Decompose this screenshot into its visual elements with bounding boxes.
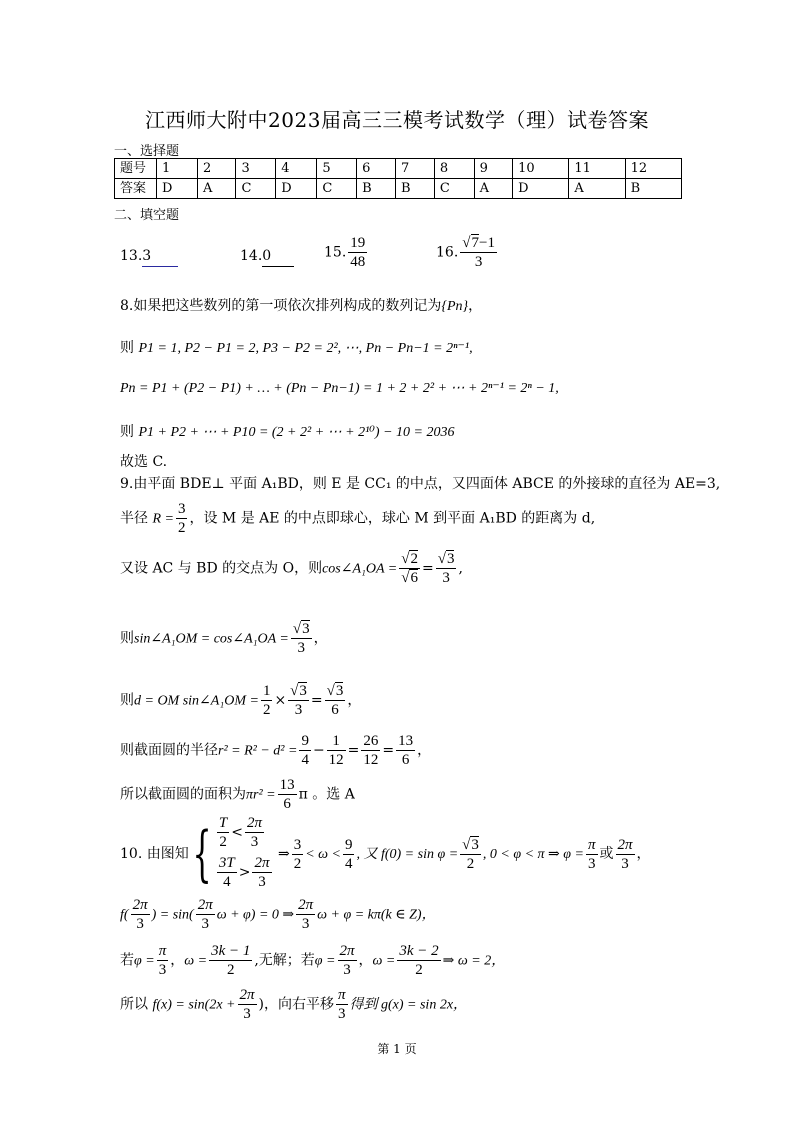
page-number: 第 1 页 bbox=[377, 1042, 417, 1056]
s8-line2 bbox=[120, 378, 559, 399]
fraction-den: 4 bbox=[344, 855, 353, 872]
table-cell: 5 bbox=[317, 159, 357, 179]
table-cell: B bbox=[357, 179, 396, 199]
fraction-num: 26 bbox=[363, 733, 379, 749]
table-cell: C bbox=[434, 179, 474, 199]
fraction-den: 3 bbox=[258, 874, 266, 890]
expr: 得到 g(x) = sin 2x， bbox=[349, 997, 468, 1013]
fraction-den: 12 bbox=[363, 752, 379, 768]
fraction-num: 2π bbox=[298, 897, 314, 913]
q14-value: 0 bbox=[262, 246, 294, 267]
fraction-den: √6 bbox=[401, 570, 418, 586]
table-cell: A bbox=[198, 179, 236, 199]
fraction-num: 1 bbox=[262, 683, 271, 699]
table-cell: 8 bbox=[434, 159, 474, 179]
s8-seq: {Pn} bbox=[441, 299, 469, 314]
table-cell: C bbox=[236, 179, 276, 199]
answer-14 bbox=[240, 246, 294, 267]
row-label: 题号 bbox=[115, 159, 157, 179]
s9-line2 bbox=[120, 500, 595, 537]
fraction-num: 3T bbox=[218, 855, 235, 871]
table-cell: D bbox=[276, 179, 317, 199]
text: 则截面圆的半径 bbox=[120, 742, 218, 759]
q16-label: 16. bbox=[436, 244, 459, 261]
table-row-answers bbox=[115, 179, 682, 199]
fraction-den: 6 bbox=[283, 796, 291, 812]
table-cell: B bbox=[625, 179, 681, 199]
fraction-num: 2π bbox=[132, 897, 148, 913]
left-brace-icon: { bbox=[192, 819, 212, 889]
s9-line3: 又设 AC 与 BD 的交点为 O，则cos∠A₁OA = $\frac{√2}{√6}$ = $\frac{√3}{3}$ , bbox=[120, 551, 463, 586]
s9-line4: 则sin∠A₁OM = cos∠A₁OA = $\frac{√3}{3}$ ， bbox=[120, 621, 328, 656]
answer-table bbox=[114, 158, 682, 199]
text: ，设 M 是 AE 的中点即球心，球心 M 到平面 A₁BD 的距离为 d, bbox=[189, 510, 596, 527]
text: 若 bbox=[120, 952, 134, 969]
section-choice-heading: 一、选择题 bbox=[114, 144, 180, 159]
table-cell: B bbox=[395, 179, 434, 199]
fraction-num: 3 bbox=[293, 836, 302, 853]
text: 所以 bbox=[120, 996, 148, 1013]
table-cell: 3 bbox=[236, 159, 276, 179]
text: 所以截面圆的面积为 bbox=[120, 786, 246, 803]
table-cell: 10 bbox=[513, 159, 569, 179]
fraction-num: 2π bbox=[246, 815, 262, 831]
s10-line3: 若φ = $\frac{\pi}{3}$ ，ω = $\frac{3k - 1}{2}$ ,无解；若φ = $\frac{2\pi}{3}$ ，ω = $\frac{3k - 2}{2}$ ⇒ ω = 2， bbox=[120, 943, 506, 978]
s8-intro: 8.如果把这些数列的第一项依次排列构成的数列记为{Pn}， bbox=[120, 298, 483, 314]
fraction-den: 3 bbox=[250, 834, 259, 850]
expr: πr² = bbox=[246, 787, 276, 803]
fraction-den: 3 bbox=[337, 1006, 346, 1022]
fraction-den: 2 bbox=[219, 834, 227, 850]
s8-l3-expr: P1 + P2 + ⋯ + P10 = (2 + 2² + ⋯ + 2¹⁰) − 10 = 2036 bbox=[138, 425, 455, 440]
fraction-num: π bbox=[158, 943, 167, 959]
table-cell: A bbox=[569, 179, 625, 199]
expr: ω + φ) = 0 ⇒ bbox=[216, 907, 295, 923]
s8-line3 bbox=[120, 422, 454, 443]
table-cell: 2 bbox=[198, 159, 236, 179]
fraction-den: 2 bbox=[415, 962, 423, 978]
text: π 。选 A bbox=[298, 786, 355, 803]
fraction-den: 2 bbox=[466, 855, 475, 872]
expr: d = OM sin∠A₁OM = bbox=[134, 693, 259, 709]
s10-line2: f( $\frac{2\pi}{3}$ ) = sin( $\frac{2\pi}{3}$ ω + φ) = 0 ⇒ $\frac{2\pi}{3}$ ω + φ = kπ(k ∈ Z)， bbox=[120, 897, 436, 932]
s8-l3-prefix: 则 bbox=[120, 424, 134, 440]
fraction-num: 2π bbox=[339, 943, 355, 959]
table-cell: 4 bbox=[276, 159, 317, 179]
fraction-num: T bbox=[218, 815, 228, 831]
fraction-num: 2π bbox=[254, 855, 270, 871]
page-title: 江西师大附中2023届高三三模考试数学（理）试卷答案 bbox=[145, 108, 649, 132]
text: 半径 bbox=[120, 510, 148, 527]
fraction-den: 2 bbox=[293, 855, 302, 872]
expr: ⇒ ω = 2， bbox=[442, 953, 506, 969]
table-cell: 11 bbox=[569, 159, 625, 179]
s9-line1: 9.由平面 BDE⊥ 平面 A₁BD，则 E 是 CC₁ 的中点，又四面体 ABCE 的外接球的直径为 AE=3, bbox=[120, 476, 721, 492]
fraction-den: 48 bbox=[350, 254, 366, 270]
table-row-numbers bbox=[115, 159, 682, 179]
s8-l2-expr: Pn = P1 + (P2 − P1) + … + (Pn − Pn−1) = 1 + 2 + 2² + ⋯ + 2ⁿ⁻¹ = 2ⁿ − 1, bbox=[120, 381, 559, 396]
sqrt-radicand: 2 bbox=[410, 551, 418, 567]
expr: cos∠A₁OA = bbox=[322, 561, 398, 577]
fraction-den: 3 bbox=[474, 254, 483, 270]
fraction-num: 2π bbox=[239, 987, 255, 1003]
text: 或 bbox=[599, 846, 614, 862]
fraction-num: √3 bbox=[462, 836, 479, 853]
s9-line5: 则d = OM sin∠A₁OM = $\frac{1}{2}$ × $\frac{√3}{3}$ = $\frac{√3}{6}$ ， bbox=[120, 683, 362, 718]
fraction-num: 2π bbox=[197, 897, 213, 913]
fraction-num: 9 bbox=[344, 836, 353, 853]
table-cell: A bbox=[474, 179, 512, 199]
expr: ) = sin( bbox=[151, 907, 194, 923]
text: ,无解；若 bbox=[254, 952, 315, 969]
fraction-den: 3 bbox=[243, 1006, 251, 1022]
q15-label: 15. bbox=[324, 244, 347, 261]
fraction-num: π bbox=[587, 836, 596, 853]
fraction-num: √3 bbox=[292, 621, 310, 637]
fraction-num: 3k − 1 bbox=[211, 943, 251, 959]
expr: , 0 < φ < π ⇒ φ = bbox=[482, 847, 584, 862]
section-fill-heading: 二、填空题 bbox=[114, 208, 180, 223]
fraction-den: 2 bbox=[177, 520, 186, 536]
s8-intro-text: 8.如果把这些数列的第一项依次排列构成的数列记为 bbox=[120, 298, 442, 314]
expr: R = bbox=[152, 511, 174, 527]
expr: f(x) = sin(2x + bbox=[152, 997, 236, 1013]
inequality-system: $\frac{T}{2}$ < $\frac{2\pi}{3}$ $\frac{3T}{4}$ > $\frac{2\pi}{3}$ bbox=[218, 815, 270, 890]
expr: sin∠A₁OM = cos∠A₁OA = bbox=[134, 631, 289, 647]
fraction-den: 4 bbox=[301, 752, 309, 768]
fraction-num: 3 bbox=[177, 501, 186, 517]
fraction-den: 3 bbox=[442, 570, 450, 586]
fraction-den: 6 bbox=[401, 752, 410, 768]
fraction-num: 13 bbox=[398, 733, 414, 749]
table-cell: 12 bbox=[625, 159, 681, 179]
fraction-num: π bbox=[337, 987, 346, 1003]
fraction-num: √7−1 bbox=[462, 235, 495, 251]
fraction-num: 9 bbox=[301, 733, 309, 749]
q13-label: 13. bbox=[120, 248, 143, 264]
fraction-den: 3 bbox=[301, 916, 310, 932]
sqrt-radicand: 3 bbox=[302, 621, 310, 637]
table-cell: C bbox=[317, 179, 357, 199]
s8-l1-prefix: 则 bbox=[120, 340, 134, 356]
text: 10. 由图知 bbox=[120, 846, 189, 862]
fraction-num: √3 bbox=[290, 683, 307, 699]
expr: , 又 f(0) = sin φ = bbox=[356, 847, 459, 862]
fraction-den: 3 bbox=[201, 916, 209, 932]
s8-l1-expr: P1 = 1, P2 − P1 = 2, P3 − P2 = 2², ⋯, Pn − Pn−1 = 2ⁿ⁻¹, bbox=[138, 341, 473, 356]
answer-13 bbox=[120, 246, 178, 267]
fraction-den: 3 bbox=[158, 962, 167, 978]
text: 则 bbox=[120, 692, 134, 709]
fraction-den: 4 bbox=[223, 874, 231, 890]
fraction-num: 13 bbox=[279, 777, 295, 793]
sqrt-radicand: 3 bbox=[446, 551, 455, 567]
s10-line1: 10. 由图知{ $\frac{T}{2}$ < $\frac{2\pi}{3}$ $\frac{3T}{4}$ > $\frac{2\pi}{3}$ ⇒ $\frac{3}{2}$ < ω < $\frac{9}{4}$ , 又 f(0) = sin φ = $\frac{√3}{2}$ , 0 < φ < π ⇒ φ = $\frac{\pi}{3}$ 或 $\frac{2\pi}{3}$ ， bbox=[120, 814, 651, 894]
sqrt-radicand: 6 bbox=[410, 570, 418, 586]
table-cell: 1 bbox=[157, 159, 198, 179]
fraction-num: √3 bbox=[437, 551, 455, 567]
fraction-den: 3 bbox=[587, 855, 596, 872]
fraction-num: √3 bbox=[326, 683, 344, 699]
table-cell: 7 bbox=[395, 159, 434, 179]
sqrt-radicand: 7 bbox=[471, 235, 479, 251]
expr: ω + φ = kπ(k ∈ Z)， bbox=[317, 907, 436, 923]
table-cell: D bbox=[513, 179, 569, 199]
fraction-den: 6 bbox=[331, 702, 339, 718]
s10-line4 bbox=[120, 986, 467, 1023]
q13-value: 3 bbox=[142, 246, 178, 267]
s8-conclusion: 故选 C. bbox=[120, 454, 168, 470]
fraction-num: 2π bbox=[617, 836, 633, 853]
fraction-den: 3 bbox=[294, 702, 303, 718]
sqrt-radicand: 3 bbox=[471, 836, 479, 853]
fraction-den: 12 bbox=[328, 752, 344, 768]
expr: r² = R² − d² = bbox=[218, 743, 298, 759]
s9-line6: 则截面圆的半径r² = R² − d² = $\frac{9}{4}$ − $\frac{1}{12}$ = $\frac{26}{12}$ = $\frac{13}{6}$ ， bbox=[120, 733, 432, 768]
row-label: 答案 bbox=[115, 179, 157, 199]
answer-15 bbox=[324, 234, 369, 271]
fraction-den: 3 bbox=[343, 962, 351, 978]
num-rest: −1 bbox=[479, 235, 495, 251]
text: 又设 AC 与 BD 的交点为 O，则 bbox=[120, 560, 323, 577]
table-cell: D bbox=[157, 179, 198, 199]
fraction-num: 3k − 2 bbox=[399, 943, 439, 959]
s8-line1 bbox=[120, 338, 473, 359]
fraction-num: 1 bbox=[327, 732, 346, 751]
table-cell: 9 bbox=[474, 159, 512, 179]
fraction-den: 3 bbox=[136, 916, 144, 932]
q14-label: 14. bbox=[240, 248, 263, 264]
fraction-num: √2 bbox=[401, 551, 418, 567]
fraction-den: 2 bbox=[262, 702, 271, 718]
text: 则 bbox=[120, 630, 134, 647]
s9-line7 bbox=[120, 776, 355, 813]
fraction-den: 2 bbox=[226, 962, 235, 978]
answer-16 bbox=[436, 234, 499, 271]
text: )，向右平移 bbox=[258, 996, 334, 1013]
fraction-den: 3 bbox=[297, 640, 305, 656]
fraction-den: 3 bbox=[621, 855, 629, 872]
sqrt-radicand: 3 bbox=[335, 683, 344, 699]
table-cell: 6 bbox=[357, 159, 396, 179]
fraction-num: 19 bbox=[350, 235, 366, 251]
sqrt-radicand: 3 bbox=[299, 683, 307, 699]
